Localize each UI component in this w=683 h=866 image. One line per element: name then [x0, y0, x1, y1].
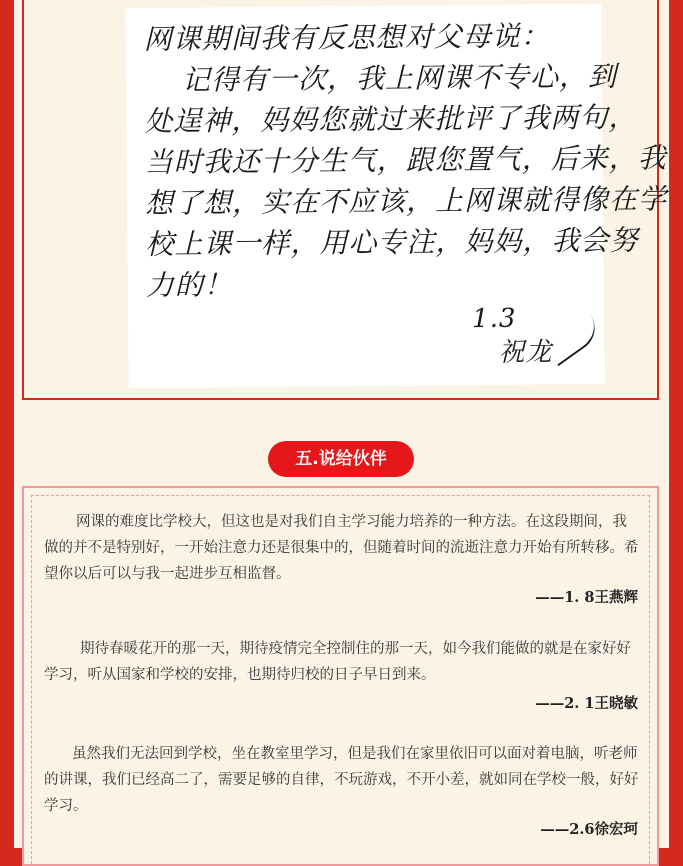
letter-date: 1.3 — [471, 303, 517, 335]
message-text: 网课的难度比学校大，但这也是对我们自主学习能力培养的一种方法。在这段期间，我做的并不是特别好，一开始注意力还是很集中的，但随着时间的流逝注意力开始有所转移。希望你以后可以与我一起进步互相监督。 — [44, 514, 639, 582]
message-signoff: ——2. 1王晓敏 — [535, 695, 638, 712]
message-signoff: ——2.6徐宏珂 — [540, 821, 638, 838]
letter-signature: 祝龙 — [498, 337, 553, 368]
letter-line: 当时我还十分生气，跟您置气，后来，我 — [144, 141, 667, 179]
letter-line: 网课期间我有反思想对父母说： — [143, 19, 550, 56]
section-title: 五.说给伙伴 — [268, 441, 414, 477]
signature-flourish — [545, 314, 605, 366]
letter-line: 想了想，实在不应该，上网课就得像在学 — [144, 182, 668, 220]
letter-line: 校上课一样，用心专注，妈妈，我会努 — [145, 223, 639, 261]
message-text: 虽然我们无法回到学校，坐在教室里学习，但是我们在家里依旧可以面对着电脑，听老师的讲课，我们已经高二了，需要足够的自律，不玩游戏，不开小差，就如同在学校一般，好好学习。 — [44, 746, 639, 814]
handwritten-letter-image — [125, 4, 668, 388]
letter-panel — [22, 0, 668, 400]
letter-line: 处逞神，妈妈您就过来批评了我两句， — [144, 100, 638, 138]
message-text: 期待春暖花开的那一天，期待疫情完全控制住的那一天，如今我们能做的就是在家好好学习，听从国家和学校的安排，也期待归校的日子早日到来。 — [44, 641, 631, 683]
message-signoff: ——1. 8王燕辉 — [535, 589, 638, 606]
letter-line: 力的！ — [145, 268, 233, 302]
letter-line: 记得有一次，我上网课不专心，到 — [181, 59, 618, 97]
